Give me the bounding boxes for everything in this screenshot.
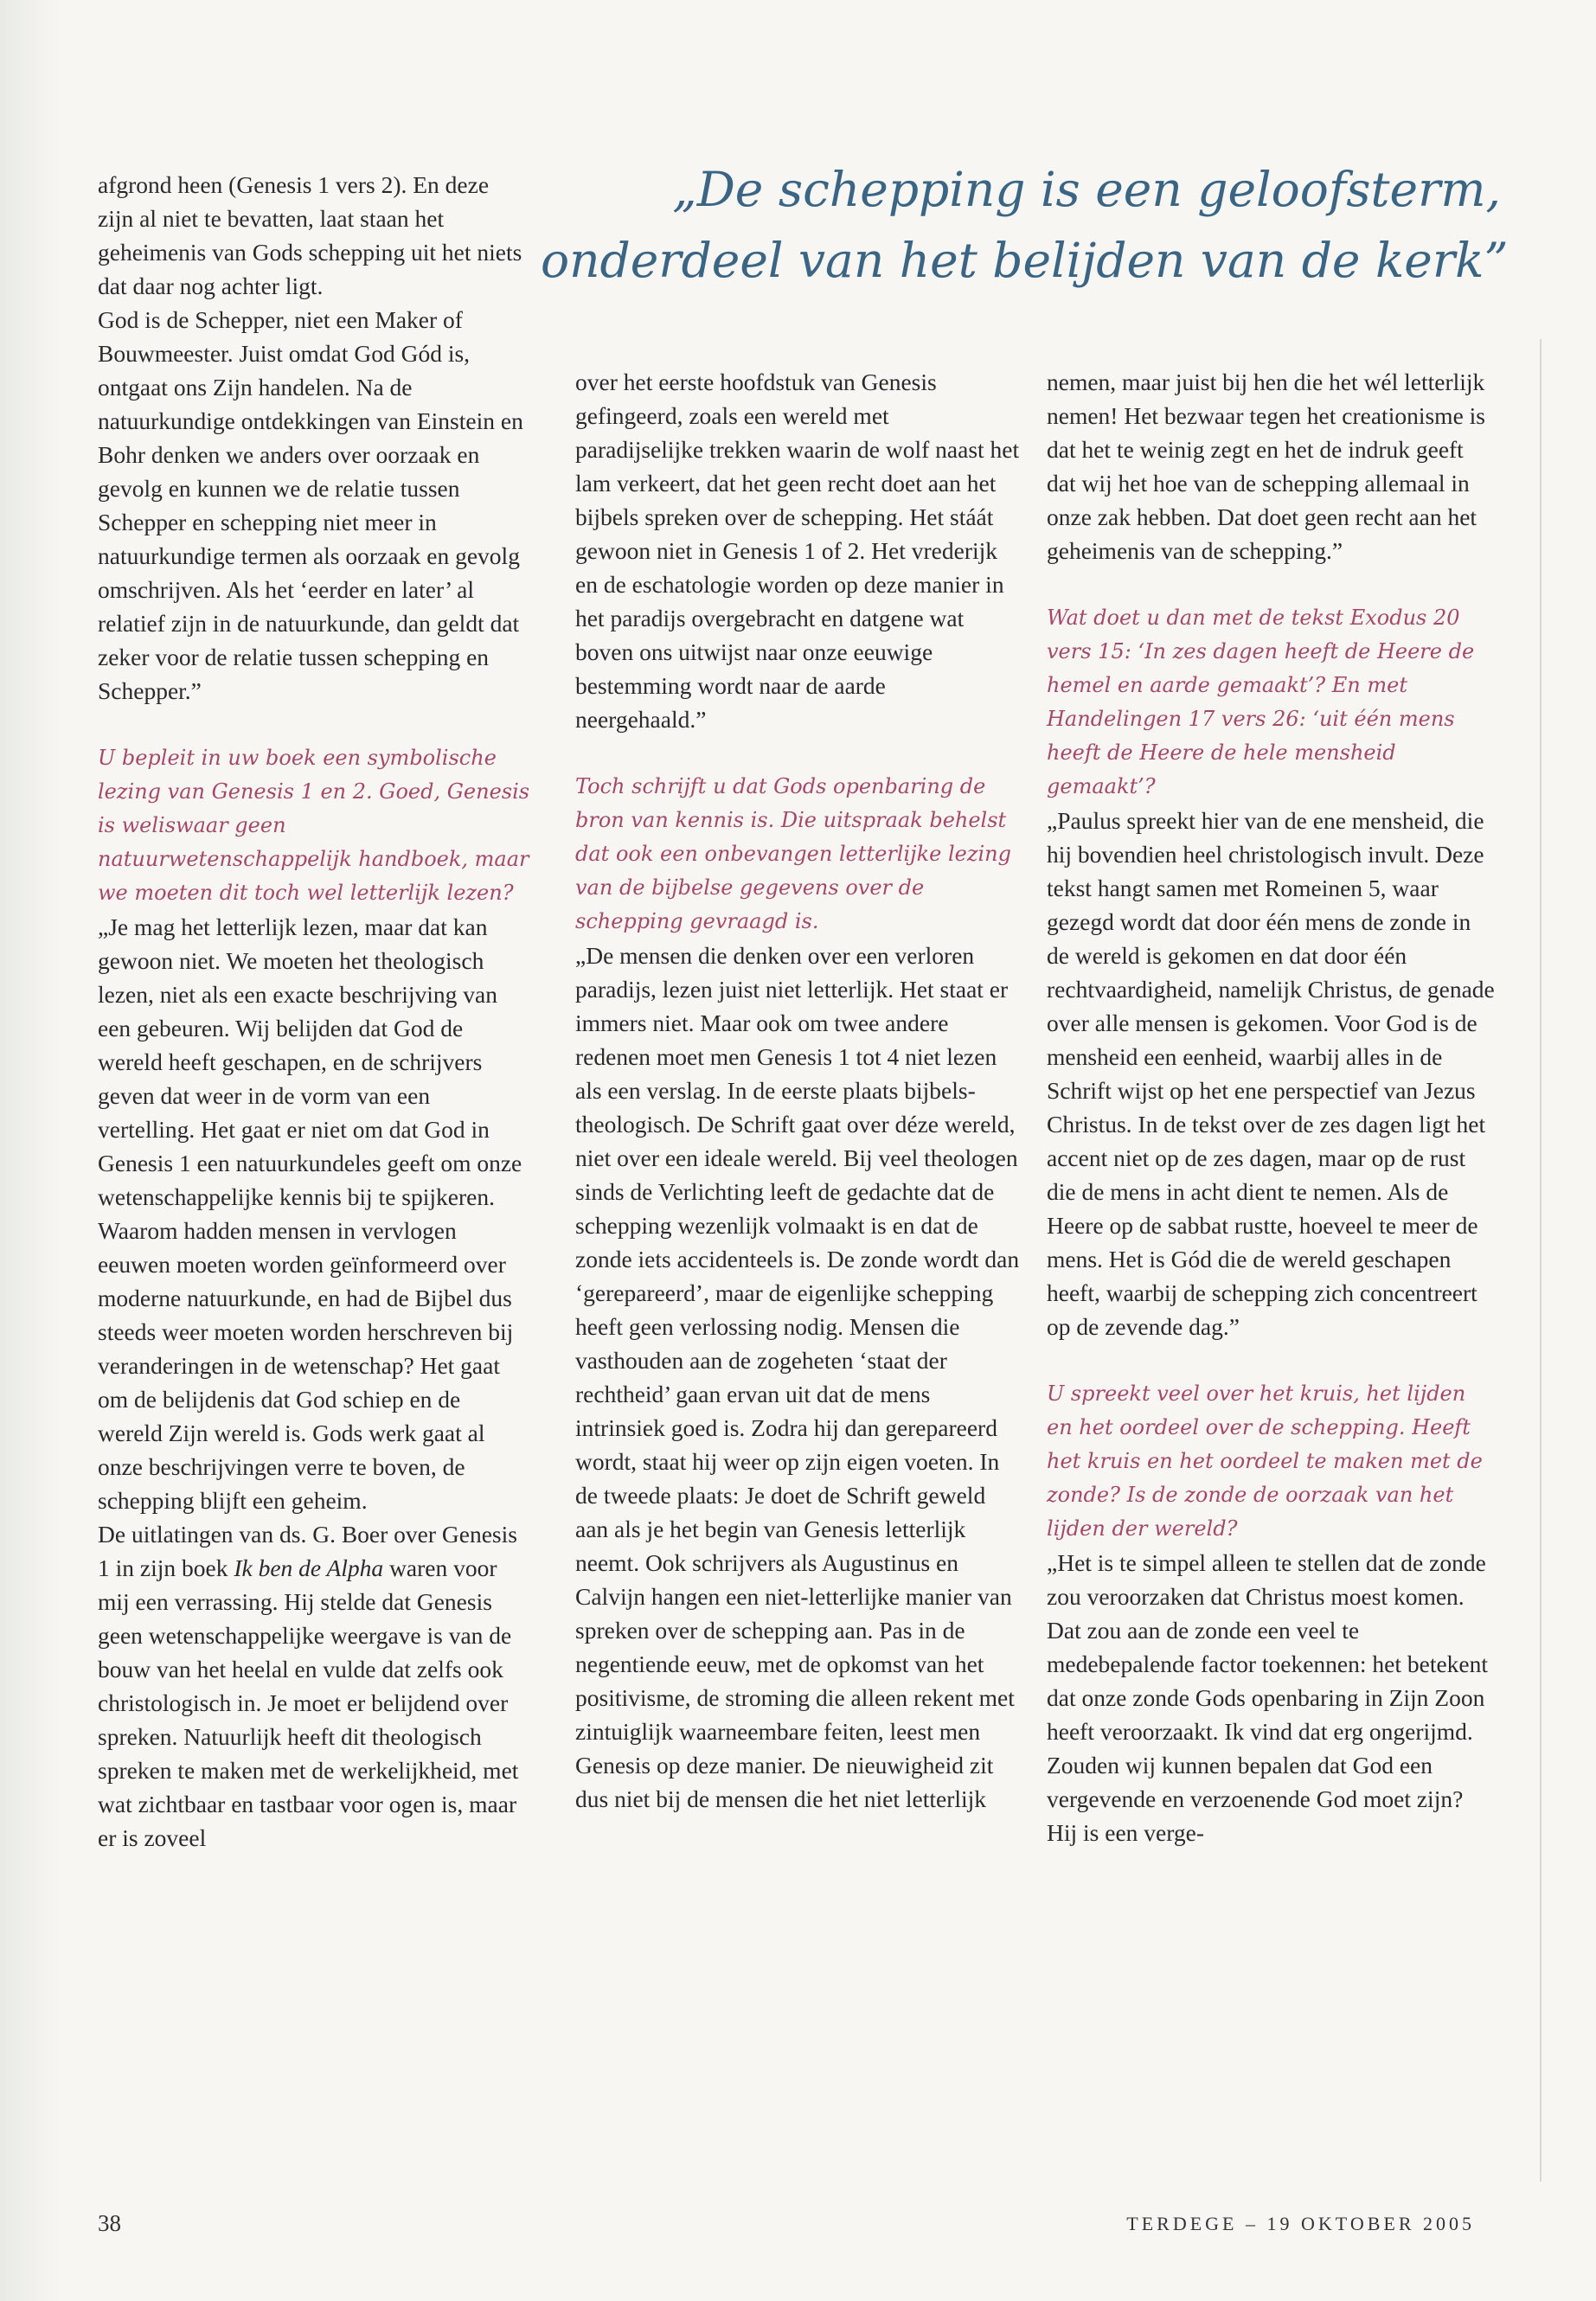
column-2 xyxy=(575,365,1021,1816)
body-paragraph: over het eerste hoofdstuk van Genesis gefingeerd, zoals een wereld met paradijselijke trekken waarin de wolf naast het lam verkeert, dat het geen recht doet aan het bijbels spreken over de schepping. Het stáát gewoon niet in Genesis 1 of 2. Het vrederijk en de eschatologie worden op deze manier in het paradijs overgebracht en datgene wat boven ons uitwijst naar onze eeuwige bestemming wordt naar de aarde neergehaald.” xyxy=(575,369,1020,733)
interview-question: Wat doet u dan met de tekst Exodus 20 vers 15: ‘In zes dagen heeft de Heere de hemel en aarde gemaakt’? En met Handelingen 17 vers 26: ‘uit één mens heeft de Heere de hele mensheid gemaakt’? xyxy=(1047,606,1475,798)
pull-quote-line-2: onderdeel van het belijden van de kerk” xyxy=(541,233,1509,288)
body-paragraph: God is de Schepper, niet een Maker of Bouwmeester. Juist omdat God Gód is, ontgaat ons Zijn handelen. Na de natuurkundige ontdekkingen van Einstein en Bohr denken we anders over oorzaak en gevolg en kunnen we de relatie tussen Schepper en schepping niet meer in natuurkundige termen als oorzaak en gevolg omschrijven. Als het ‘eerder en later’ al relatief zijn in de natuurkunde, dan geldt dat zeker voor de relatie tussen schepping en Schepper.” xyxy=(98,306,523,704)
pull-quote xyxy=(541,154,1509,296)
book-title: Ik ben de Alpha xyxy=(234,1554,384,1581)
pull-quote-line-1: „De schepping is een geloofsterm, xyxy=(672,162,1501,217)
body-paragraph: „Je mag het letterlijk lezen, maar dat kan gewoon niet. We moeten het theologisch lezen, niet als een exacte beschrijving van een gebeuren. Wij belijden dat God de wereld heeft geschapen, en de schrijvers geven dat weer in de vorm van een vertelling. Het gaat er niet om dat God in Genesis 1 een natuurkundeles geeft om onze wetenschappelijke kennis bij te spijkeren. Waarom hadden mensen in vervlogen eeuwen moeten worden geïnformeerd over moderne natuurkunde, en had de Bijbel dus steeds weer moeten worden herschreven bij veranderingen in de wetenschap? Het gaat om de belijdenis dat God schiep en de wereld Zijn wereld is. Gods werk gaat al onze beschrijvingen verre te boven, de schepping blijft een geheim. xyxy=(98,913,522,1514)
interview-question: U bepleit in uw boek een symbolische lezing van Genesis 1 en 2. Goed, Genesis is weliswaar geen natuurwetenschappelijk handboek, maar we moeten dit toch wel letterlijk lezen? xyxy=(98,746,530,905)
interview-question: Toch schrijft u dat Gods openbaring de bron van kennis is. Die uitspraak behelst dat ook een onbevangen letterlijke lezing van de bijbelse gegevens over de schepping gevraagd is. xyxy=(575,774,1011,933)
body-paragraph: De uitlatingen van ds. G. Boer over Genesis 1 in zijn boek Ik ben de Alpha waren voor mij een verrassing. Hij stelde dat Genesis geen wetenschappelijke weergave is van de bouw van het heelal en vulde dat zelfs ook christologisch in. Je moet er belijdend over spreken. Natuurlijk heeft dit theologisch spreken te maken met de werkelijkheid, met wat zichtbaar en tastbaar voor ogen is, maar er is zoveel xyxy=(98,1521,519,1851)
body-paragraph: afgrond heen (Genesis 1 vers 2). En deze zijn al niet te bevatten, laat staan het geheimenis van Gods schepping uit het niets dat daar nog achter ligt. xyxy=(98,171,522,299)
page-number: 38 xyxy=(98,2210,121,2236)
interview-question: U spreekt veel over het kruis, het lijden en het oordeel over de schepping. Heeft het kruis en het oordeel te maken met de zonde? Is de zonde de oorzaak van het lijden der wereld? xyxy=(1047,1381,1483,1541)
body-paragraph: nemen, maar juist bij hen die het wél letterlijk nemen! Het bezwaar tegen het creationisme is dat het te weinig zegt en het de indruk geeft dat wij het hoe van de schepping allemaal in onze zak hebben. Dat doet geen recht aan het geheimenis van de schepping.” xyxy=(1047,369,1485,564)
body-paragraph: „De mensen die denken over een verloren paradijs, lezen juist niet letterlijk. Het staat er immers niet. Maar ook om twee andere redenen moet men Genesis 1 tot 4 niet lezen als een verslag. In de eerste plaats bijbels-theologisch. De Schrift gaat over déze wereld, niet over een ideale wereld. Bij veel theologen sinds de Verlichting leeft de gedachte dat de schepping wezenlijk volmaakt is en dat de zonde iets accidenteels is. De zonde wordt dan ‘gerepareerd’, maar de eigenlijke schepping heeft geen verlossing nodig. Mensen die vasthouden aan de zogeheten ‘staat der rechtheid’ gaan ervan uit dat de mens intrinsiek goed is. Zodra hij dan gerepareerd wordt, staat hij weer op zijn eigen voeten. In de tweede plaats: Je doet de Schrift geweld aan als je het begin van Genesis letterlijk neemt. Ook schrijvers als Augustinus en Calvijn hangen een niet-letterlijke manier van spreken over de schepping aan. Pas in de negentiende eeuw, met de opkomst van het positivisme, de stroming die alleen rekent met zintuiglijk waarneembare feiten, leest men Genesis op deze manier. De nieuwigheid zit dus niet bij de mensen die het niet letterlijk xyxy=(575,942,1020,1812)
page-edge-rule xyxy=(1540,339,1542,2182)
column-3 xyxy=(1047,365,1497,1849)
body-paragraph: „Paulus spreekt hier van de ene mensheid, die hij bovendien heel christologisch invult. Deze tekst hangt samen met Romeinen 5, waar gezegd wordt dat door één mens de zonde in de wereld is gekomen en dat door één rechtvaardigheid, namelijk Christus, de genade over alle mensen is gekomen. Voor God is de mensheid een eenheid, waarbij alles in de Schrift wijst op het ene perspectief van Jezus Christus. In de tekst over de zes dagen ligt het accent niet op de zes dagen, maar op de rust die de mens in acht dient te nemen. Als de Heere op de sabbat rustte, hoeveel te meer de mens. Het is Gód die de wereld geschapen heeft, waarbij de schepping zich concentreert op de zevende dag.” xyxy=(1047,807,1495,1340)
column-1 xyxy=(98,168,530,1855)
body-paragraph: „Het is te simpel alleen te stellen dat de zonde zou veroorzaken dat Christus moest komen. Dat zou aan de zonde een veel te medebepalende factor toekennen: het betekent dat onze zonde Gods openbaring in Zijn Zoon heeft veroorzaakt. Ik vind dat erg ongerijmd. Zouden wij kunnen bepalen dat God een vergevende en verzoenende God moet zijn? Hij is een verge- xyxy=(1047,1549,1489,1846)
running-footer: TERDEGE – 19 OKTOBER 2005 xyxy=(1126,2213,1475,2234)
scan-shadow xyxy=(0,0,61,2301)
